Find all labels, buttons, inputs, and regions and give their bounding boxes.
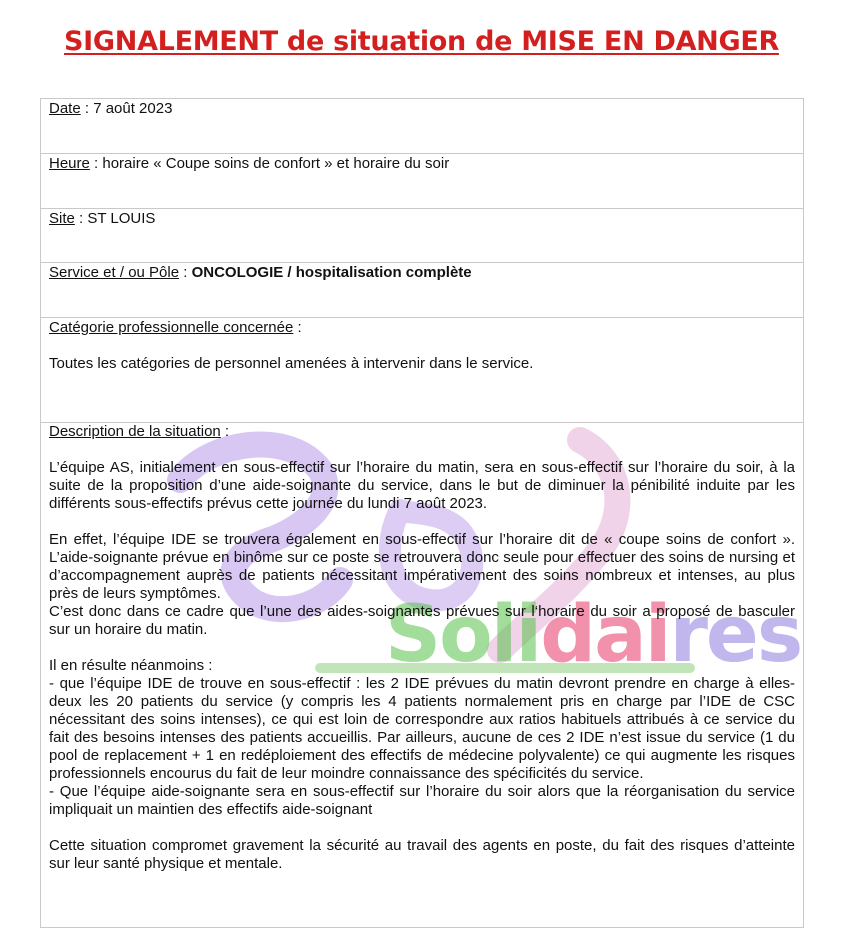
service-value: ONCOLOGIE / hospitalisation complète xyxy=(191,264,472,281)
description-paragraph: - Que l’équipe aide-soignante sera en sous-effectif sur l’horaire du soir alors que la réorganisation du service impliquait un maintien des effectifs aide-soignant xyxy=(49,783,795,818)
site-row xyxy=(41,209,803,263)
description-paragraph: - que l’équipe IDE de trouve en sous-effectif : les 2 IDE prévues du matin devront prendre en charge à elles-deux les 20 patients du service (y compris les 4 patients normalement pris en charge par l’IDE de CSC nécessitant des soins intenses), ce qui est loin de correspondre aux ratios habituels attribués à ce service du fait des besoins intenses des patients accueillis. Par ailleurs, aucune de ces 2 IDE n’est issue du service (1 du pool de replacement + 1 en redéploiement des effectifs de médecine polyvalente) ce qui augmente les risques professionnels encourus du fait de leur moindre connaissance des spécificités du service. xyxy=(49,675,795,782)
date-value: : 7 août 2023 xyxy=(80,100,173,117)
date-row xyxy=(41,99,803,154)
date-label: Date xyxy=(49,100,81,117)
categorie-row: Catégorie professionnelle concernée : Toutes les catégories de personnel amenées à intervenir dans le service. xyxy=(41,318,803,423)
description-paragraph: L’équipe AS, initialement en sous-effectif sur l’horaire du matin, sera en sous-effectif sur l’horaire du soir, à la suite de la proposition d’une aide-soignante du service, dans le but de diminuer la pénibilité induite par les différents sous-effectifs prévus cette journée du lundi 7 août 2023. xyxy=(49,459,795,512)
description-paragraph: Cette situation compromet gravement la sécurité au travail des agents en poste, du fait des risques d’atteinte sur leur santé physique et mentale. xyxy=(49,837,795,872)
description-label: Description de la situation xyxy=(49,423,221,440)
description-paragraph: En effet, l’équipe IDE se trouvera également en sous-effectif sur l’horaire dit de « coupe soins de confort ». L’aide-soignante prévue en binôme sur ce poste se retrouvera donc seule pour effectuer des soins de nursing et d’accompagnement auprès de patients nécessitant impérativement des soins nombreux et intenses, au plus près de leurs symptômes. xyxy=(49,531,795,602)
description-paragraph: C’est donc dans ce cadre que l’une des aides-soignantes prévues sur l‘horaire du soir a proposé de basculer sur un horaire du matin. xyxy=(49,603,795,638)
heure-row xyxy=(41,154,803,209)
site-value: : ST LOUIS xyxy=(74,210,156,227)
service-row: Service et / ou Pôle : ONCOLOGIE / hospitalisation complète xyxy=(41,263,803,318)
service-label: Service et / ou Pôle xyxy=(49,264,180,281)
categorie-label: Catégorie professionnelle concernée xyxy=(49,319,294,336)
heure-value: : horaire « Coupe soins de confort » et horaire du soir xyxy=(89,155,450,172)
categorie-value: Toutes les catégories de personnel amenées à intervenir dans le service. xyxy=(49,355,534,372)
description-section: Description de la situation : L’équipe AS, initialement en sous-effectif sur l’horaire du matin, sera en sous-effectif sur l’horaire du soir, à la suite de la proposition d’une aide-soignante du service, dans le but de diminuer la pénibilité induite par les différents sous-effectifs prévus cette journée du lundi 7 août 2023. En effet, l’équipe IDE se trouvera également en sous-effectif sur l’horaire dit de « coupe soins de confort ». L’aide-soignante prévue en binôme sur ce poste se retrouvera donc seule pour effectuer des soins de nursing et d’accompagnement auprès de patients nécessitant impérativement des soins nombreux et intenses, au plus près de leurs symptômes. C’est donc dans ce cadre que l’une des aides-soignantes prévues sur l‘horaire du soir a proposé de basculer sur un horaire du matin. Il en résulte néanmoins : - que l’équipe IDE de trouve en sous-effectif : les 2 IDE prévues du matin devront prendre en charge à elles-deux les 20 patients du service (y compris les 4 patients normalement pris en charge par l’IDE de CSC nécessitant des soins intenses), ce qui est loin de correspondre aux ratios habituels attribués à ce service du fait des besoins intenses des patients accueillis. Par ailleurs, aucune de ces 2 IDE n’est issue du service (1 du pool de replacement + 1 en redéploiement des effectifs de médecine polyvalente) ce qui augmente les risques professionnels encourus du fait de leur moindre connaissance des spécificités du service. - Que l’équipe aide-soignante sera en sous-effectif sur l’horaire du soir alors que la réorganisation du service impliquait un maintien des effectifs aide-soignant Cette situation compromet gravement la sécurité au travail des agents en poste, du fait des risques d’atteinte sur leur santé physique et mentale. xyxy=(49,423,795,872)
report-form xyxy=(40,98,804,928)
site-label: Site xyxy=(49,210,75,227)
description-paragraph: Il en résulte néanmoins : xyxy=(49,657,213,674)
solidaires-watermark-text: Solidaires xyxy=(385,590,802,680)
document-title: SIGNALEMENT de situation de MISE EN DANGER xyxy=(64,26,779,57)
heure-label: Heure xyxy=(49,155,90,172)
